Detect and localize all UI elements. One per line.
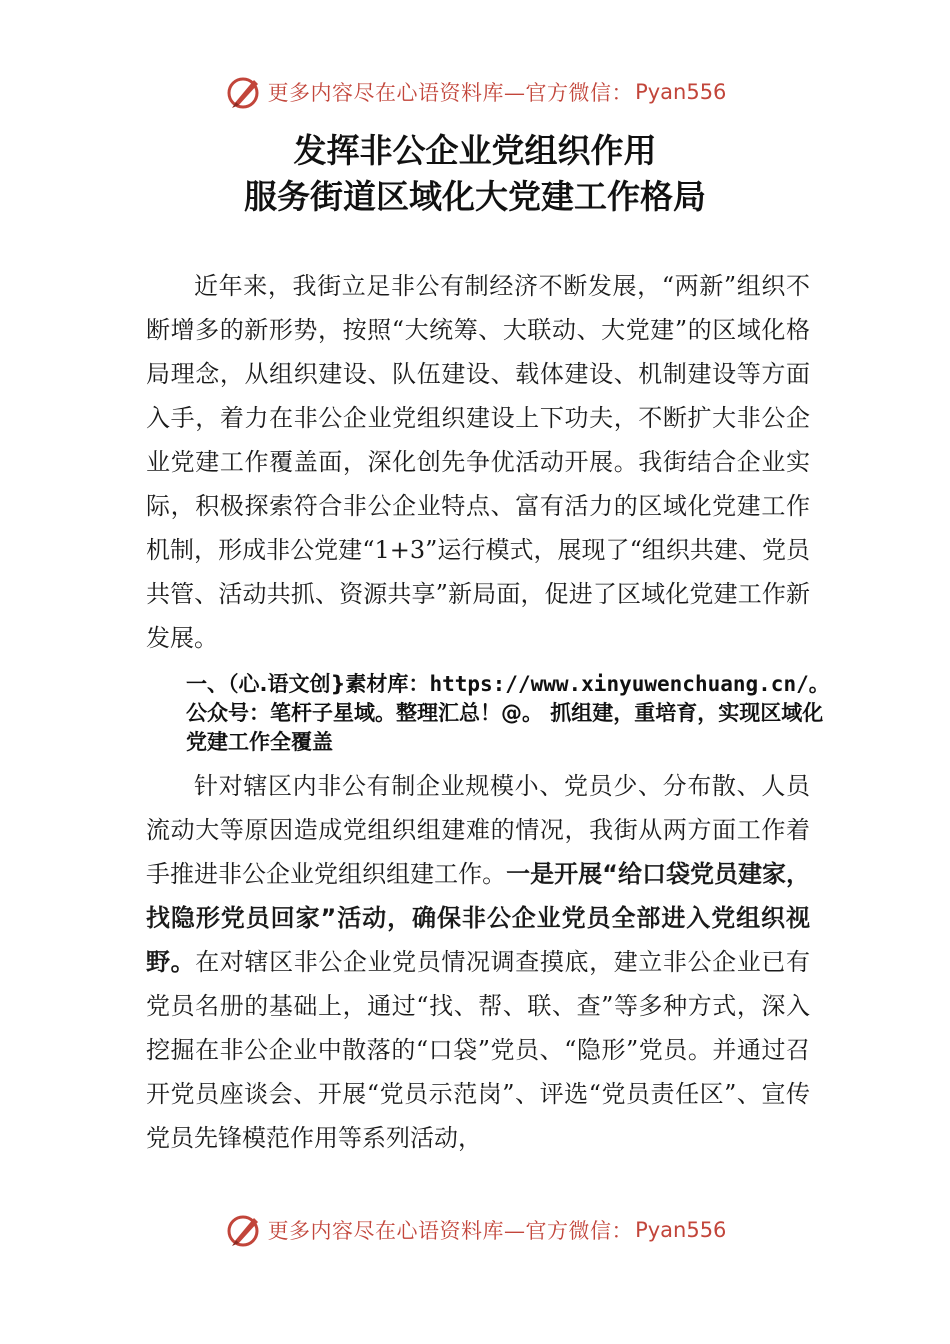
pen-logo-icon <box>224 1210 264 1250</box>
paragraph-section1-body <box>146 764 810 1160</box>
banner-brand: Pyan556 <box>635 1218 727 1242</box>
paragraph-intro: 近年来，我街立足非公有制经济不断发展，“两新”组织不断增多的新形势，按照“大统筹、大联动、大党建”的区域化格局理念，从组织建设、队伍建设、载体建设、机制建设等方面入手，着力在非公企业党组织建设上下功夫，不断扩大非公企业党建工作覆盖面，深化创先争优活动开展。我街结合企业实际，积极探索符合非公企业特点、富有活力的区域化党建工作机制，形成非公党建“1+3”运行模式，展现了“组织共建、党员共管、活动共抓、资源共享”新局面，促进了区域化党建工作新发展。 <box>146 272 810 652</box>
section-heading-1 <box>186 670 836 757</box>
paragraph-rest-text: 在对辖区非公企业党员情况调查摸底，建立非公企业已有党员名册的基础上，通过“找、帮、联、查”等多种方式，深入挖掘在非公企业中散落的“口袋”党员、“隐形”党员。并通过召开党员座谈会、开展“党员示范岗”、评选“党员责任区”、宣传党员先锋模范作用等系列活动， <box>146 948 811 1152</box>
document-title-line1: 发挥非公企业党组织作用 <box>293 131 657 170</box>
section-heading-prefix: 一、（心.语文创}素材库： <box>186 672 430 696</box>
pen-logo-icon <box>224 72 264 112</box>
paragraph-lead-text: 针对辖区内非公有制企业规模小、党员少、分布散、人员流动大等原因造成党组织组建难的情况，我街从两方面工作着手推进非公企业党组织组建工作。 <box>146 772 810 888</box>
header-watermark-banner <box>0 70 950 114</box>
banner-brand: Pyan556 <box>635 80 727 104</box>
banner-text: 更多内容尽在心语资料库—官方微信： <box>267 81 634 105</box>
section-heading-suffix: 。公众号：笔杆子星域。整理汇总！@。 抓组建，重培育，实现区域化党建工作全覆盖 <box>186 672 830 754</box>
banner-text: 更多内容尽在心语资料库—官方微信： <box>267 1219 634 1243</box>
section-heading-url: https://www.xinyuwenchuang.cn/ <box>429 672 809 696</box>
document-title-line2: 服务街道区域化大党建工作格局 <box>244 177 706 216</box>
footer-watermark-banner <box>0 1208 950 1252</box>
paragraph-bold-text: 一是开展“给口袋党员建家，找隐形党员回家”活动，确保非公企业党员全部进入党组织视野。 <box>146 860 810 976</box>
